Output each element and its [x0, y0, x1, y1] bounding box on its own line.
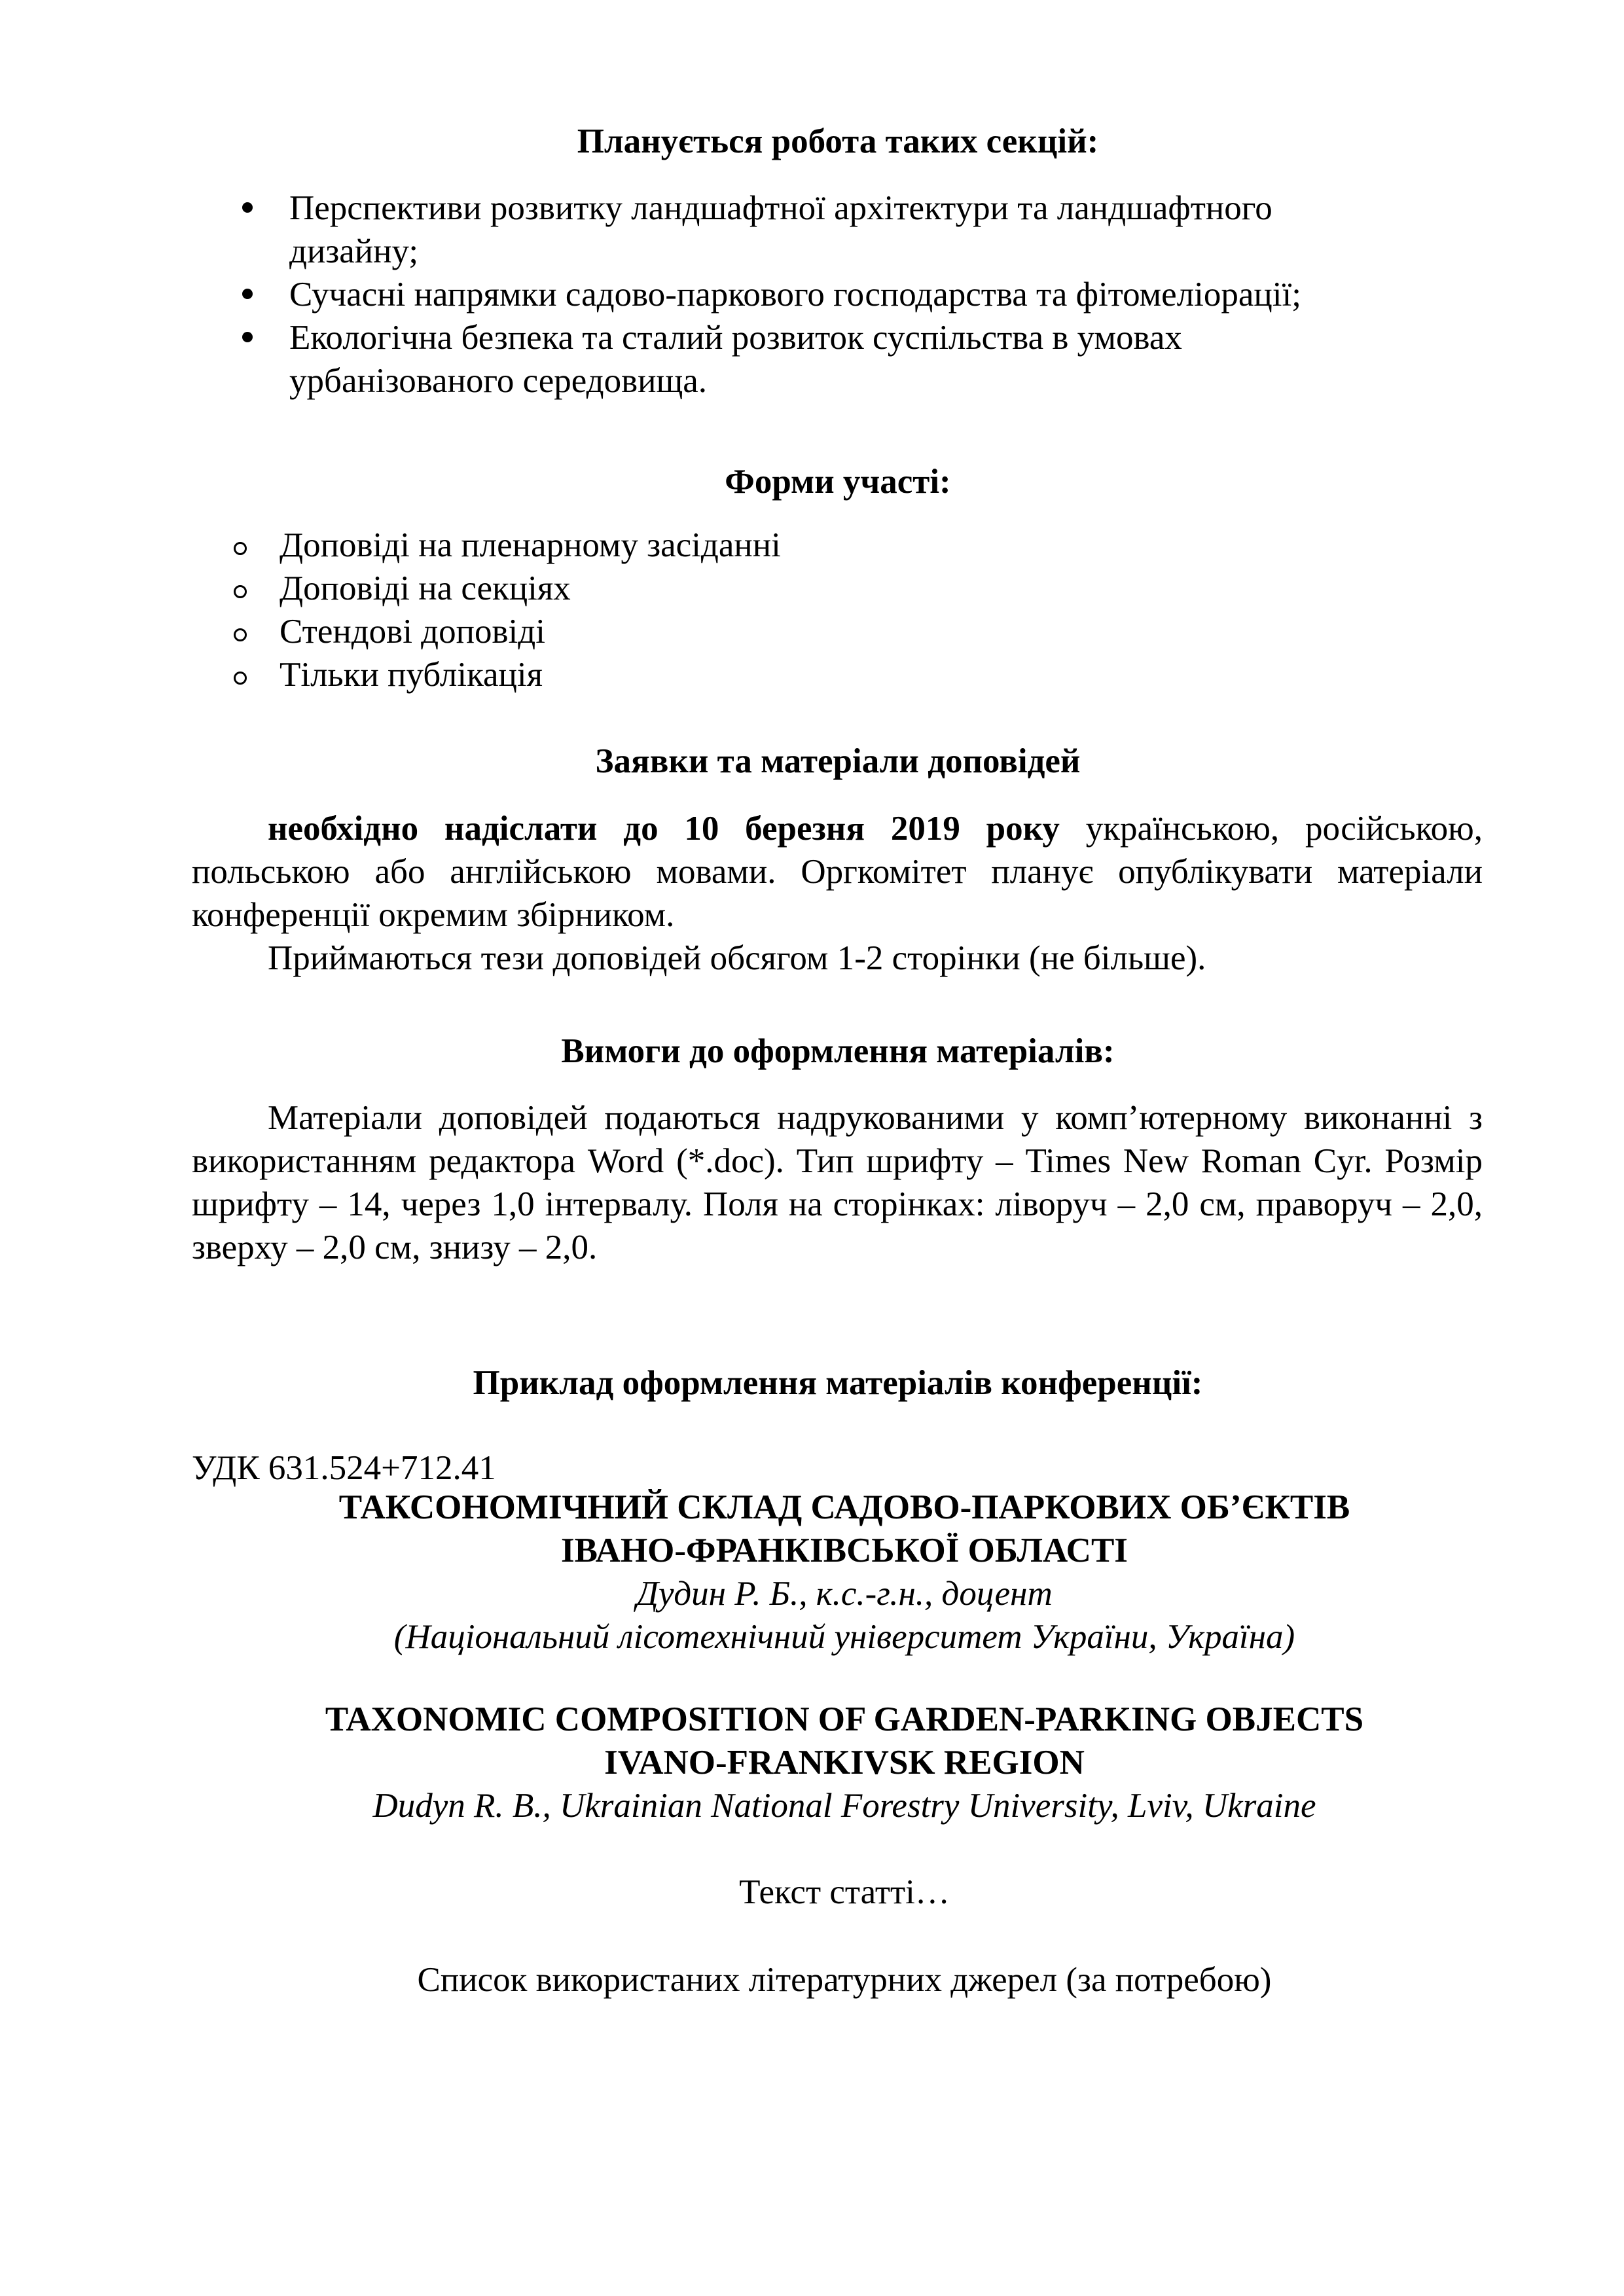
theses-paragraph: Приймаються тези доповідей обсягом 1-2 сторінки (не більше).	[268, 939, 1206, 977]
list-item-label: Стендові доповіді	[280, 613, 545, 651]
languages-text: українською, російською, польською або англійською мовами. Оргкомітет планує опублікувати матеріали конференції окремим збірником.	[192, 810, 1483, 934]
forms-list	[232, 524, 1476, 696]
list-item-label: Тільки публікація	[280, 656, 543, 694]
list-item-label: Доповіді на пленарному засіданні	[280, 526, 781, 564]
list-item-line: Екологічна безпека та сталий розвиток суспільства в умовах	[289, 319, 1182, 357]
applications-heading: Заявки та матеріали доповідей	[595, 742, 1081, 780]
example-heading: Приклад оформлення матеріалів конференції:	[473, 1364, 1203, 1402]
sections-list	[242, 187, 1486, 403]
article-text: Текст статті…	[739, 1873, 950, 1911]
list-item-line: Сучасні напрямки садово-паркового господарства та фітомеліорації;	[289, 276, 1301, 314]
requirements-heading: Вимоги до оформлення матеріалів:	[561, 1032, 1115, 1070]
list-item-line: дизайну;	[289, 232, 419, 270]
bullet-icon	[242, 332, 253, 342]
affiliation-ua: (Національний лісотехнічний університет України, Україна)	[393, 1618, 1295, 1656]
circle-bullet-icon	[234, 672, 247, 685]
title-ua-line-2: ІВАНО-ФРАНКІВСЬКОЇ ОБЛАСТІ	[561, 1532, 1128, 1570]
list-item	[232, 610, 1476, 653]
list-item	[232, 524, 1476, 567]
sections-heading: Планується робота таких секцій:	[577, 122, 1099, 160]
deadline-text: необхідно надіслати до 10 березня 2019 року	[268, 810, 1060, 848]
bullet-icon	[242, 289, 253, 299]
udc-code: УДК 631.524+712.41	[192, 1449, 496, 1487]
forms-heading: Форми участі:	[725, 463, 951, 501]
circle-bullet-icon	[234, 542, 247, 555]
list-item	[242, 316, 1486, 403]
applications-paragraph	[192, 807, 1483, 980]
title-ua-line-1: ТАКСОНОМІЧНИЙ СКЛАД САДОВО-ПАРКОВИХ ОБ’ЄКТІВ	[338, 1488, 1350, 1526]
circle-bullet-icon	[234, 585, 247, 598]
requirements-paragraph	[192, 1096, 1483, 1269]
list-item	[242, 187, 1486, 273]
bullet-icon	[242, 202, 253, 213]
list-item-line: урбанізованого середовища.	[289, 362, 708, 400]
list-item-line: Перспективи розвитку ландшафтної архітектури та ландшафтного	[289, 189, 1272, 227]
circle-bullet-icon	[234, 628, 247, 641]
title-en-line-1: TAXONOMIC COMPOSITION OF GARDEN-PARKING OBJECTS	[325, 1700, 1364, 1738]
list-item	[232, 567, 1476, 610]
list-item-label: Доповіді на секціях	[280, 569, 571, 607]
list-item	[242, 273, 1486, 316]
references-line: Список використаних літературних джерел (за потребою)	[417, 1961, 1272, 1999]
deadline-paragraph	[192, 807, 1483, 937]
author-en: Dudyn R. B., Ukrainian National Forestry University, Lviv, Ukraine	[372, 1787, 1316, 1825]
title-en-line-2: IVANO-FRANKIVSK REGION	[604, 1744, 1085, 1782]
requirements-text: Матеріали доповідей подаються надрукованими у комп’ютерному виконанні з використанням редактора Word (*.doc). Тип шрифту – Times New Roman Cyr. Розмір шрифту – 14, через 1,0 інтервалу. Поля на сторінках: ліворуч – 2,0 см, праворуч – 2,0, зверху – 2,0 см, знизу – 2,0.	[192, 1099, 1483, 1266]
list-item	[232, 653, 1476, 696]
author-ua: Дудин Р. Б., к.с.-г.н., доцент	[636, 1575, 1053, 1613]
